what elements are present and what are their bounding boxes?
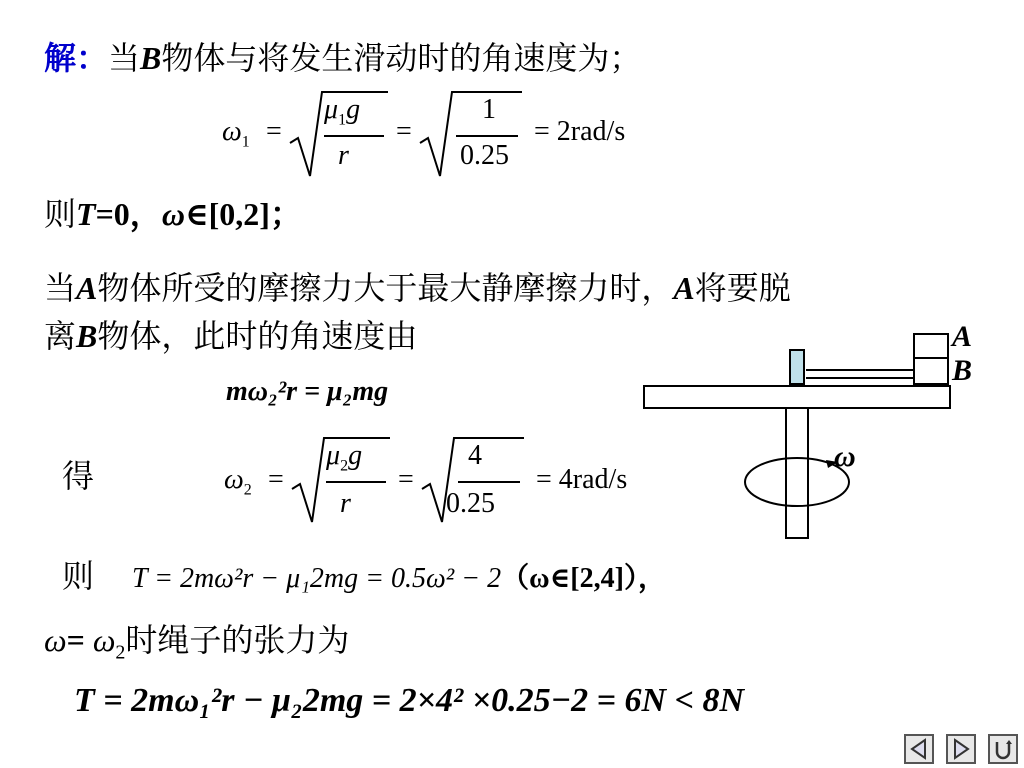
label-de: 得 xyxy=(62,457,95,495)
line1-text-b: 物体与将发生滑动时的角速度为； xyxy=(161,39,642,77)
equation-tension-result: T = 2mω₁²r − μ₂2mg = 2×4² ×0.25−2 = 6N < 8N xyxy=(74,682,745,719)
solution-prefix: 解： xyxy=(44,39,109,77)
label-omega: ω xyxy=(834,440,856,473)
solution-line-3 xyxy=(44,268,791,308)
prev-slide-button[interactable] xyxy=(904,734,934,764)
eq1-frac1-den: r xyxy=(338,140,349,171)
eq4-tail: （ω∈[2,4]）， xyxy=(501,563,666,594)
eq1-frac1-num: $\mu_1g$ xyxy=(324,94,361,129)
eq4-main: T = 2mω²r − μ₁2mg = 0.5ω² − 2 xyxy=(132,563,502,594)
line5-var-omega2: ω xyxy=(92,622,116,658)
eq1-equals: = xyxy=(266,116,282,147)
solution-line-1 xyxy=(44,38,641,78)
line1-var-b: B xyxy=(140,40,162,76)
line2-text-b: =0， xyxy=(95,196,162,232)
block-b xyxy=(914,358,948,384)
line2-text-a: 则 xyxy=(44,195,77,233)
line5-text: 时绳子的张力为 xyxy=(125,621,350,659)
line3-text-c: 将要脱 xyxy=(694,269,791,307)
eq3-frac2-den: 0.25 xyxy=(446,488,495,519)
line3-text-a: 当 xyxy=(44,269,77,307)
line1-text-a: 当 xyxy=(108,39,141,77)
solution-line-2 xyxy=(44,194,302,234)
eq3-result: = 4rad/s xyxy=(536,464,628,495)
rotation-axle xyxy=(786,408,808,538)
turntable-diagram xyxy=(640,326,990,546)
eq1-lhs: $\omega_1$ xyxy=(222,116,250,151)
rope-post xyxy=(790,350,804,384)
line3-var-a2: A xyxy=(673,270,695,306)
solution-line-4 xyxy=(44,316,417,356)
eq1-equals-2: = xyxy=(396,116,412,147)
label-block-a: A xyxy=(952,320,973,353)
block-a xyxy=(914,334,948,358)
eq1-result: = 2rad/s xyxy=(534,116,626,147)
line5-var-omega: ω xyxy=(44,622,67,658)
line3-text-b: 物体所受的摩擦力大于最大静摩擦力时， xyxy=(97,269,674,307)
return-icon xyxy=(992,738,1014,760)
eq1-frac2-den: 0.25 xyxy=(460,140,509,171)
eq3-equals: = xyxy=(268,464,284,495)
turntable-plate xyxy=(644,386,950,408)
line5-equals: = xyxy=(66,622,93,658)
line2-var-omega: ω xyxy=(161,196,185,232)
solution-line-5 xyxy=(44,620,349,672)
line3-var-a: A xyxy=(76,270,98,306)
equation-omega2 xyxy=(224,434,644,529)
line2-text-c: ∈[0,2]； xyxy=(184,196,302,232)
eq3-frac1-num: $\mu_2g$ xyxy=(326,440,363,475)
line4-var-b: B xyxy=(76,318,98,354)
eq3-frac2-num: 4 xyxy=(468,440,482,471)
triangle-right-icon xyxy=(950,738,972,760)
equation-tension-general xyxy=(132,556,666,596)
label-ze: 则 xyxy=(62,557,95,595)
equation-omega1 xyxy=(222,88,642,183)
eq1-frac2-num: 1 xyxy=(482,94,496,125)
equation-force-balance: mω₂²r = μ₂mg xyxy=(226,376,389,407)
line2-var-t: T xyxy=(76,196,96,232)
next-slide-button[interactable] xyxy=(946,734,976,764)
line5-sub: 2 xyxy=(115,641,126,664)
line4-text-b: 物体，此时的角速度由 xyxy=(97,317,418,355)
line4-text-a: 离 xyxy=(44,317,77,355)
eq3-equals-2: = xyxy=(398,464,414,495)
eq3-frac1-den: r xyxy=(340,488,351,519)
triangle-left-icon xyxy=(908,738,930,760)
return-button[interactable] xyxy=(988,734,1018,764)
label-block-b: B xyxy=(952,354,973,387)
eq3-lhs: $\omega_2$ xyxy=(224,464,252,499)
